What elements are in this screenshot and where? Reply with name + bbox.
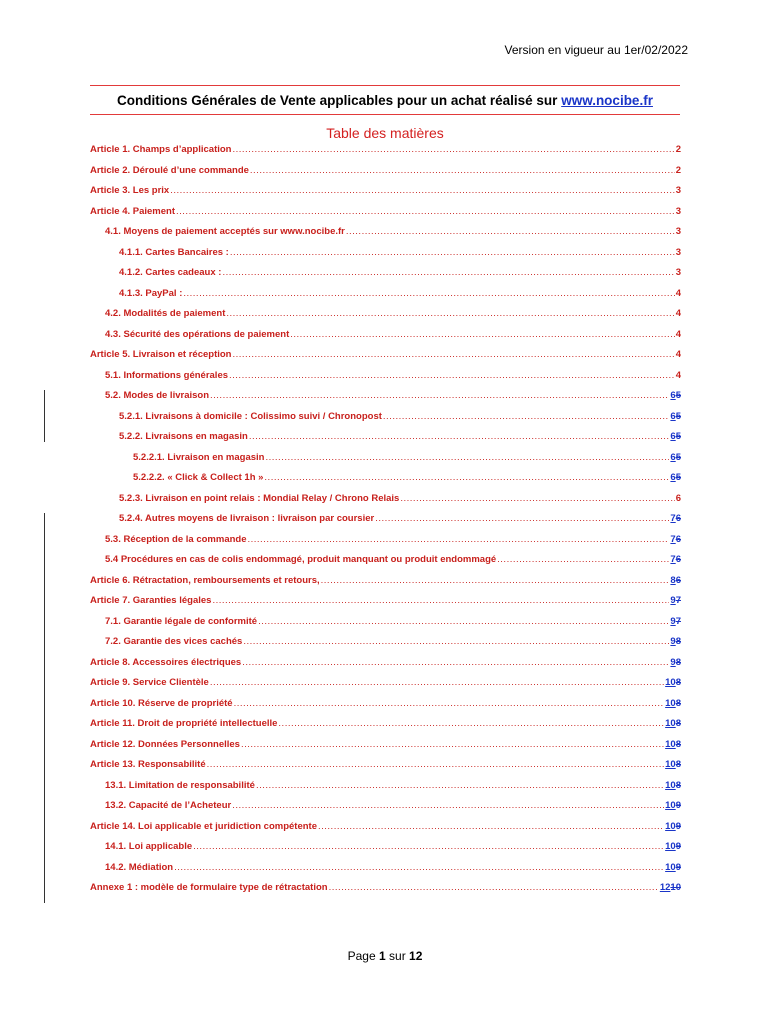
toc-entry[interactable]: [105, 327, 681, 341]
toc-page-number: 3: [675, 185, 681, 196]
toc-page-number: [670, 411, 681, 423]
toc-entry[interactable]: [90, 737, 681, 751]
toc-page-number: [665, 780, 681, 792]
toc-entry-label: 13.1. Limitation de responsabilité: [105, 779, 255, 791]
toc-leader-dots: [212, 595, 669, 607]
toc-leader-dots: [265, 452, 669, 464]
toc-page-old: 6: [675, 554, 681, 565]
toc-page-number: [665, 821, 681, 833]
toc-page-number: [665, 759, 681, 771]
document-title: [117, 93, 653, 108]
toc-leader-dots: [248, 534, 670, 546]
toc-page-old: 9: [675, 841, 681, 852]
toc-entry-label: 7.1. Garantie légale de conformité: [105, 615, 258, 627]
toc-entry-label: Article 9. Service Clientèle: [90, 677, 209, 688]
toc-entry-label: Article 12. Données Personnelles: [90, 738, 240, 750]
toc-page-number: [665, 677, 681, 689]
toc-page-old: 8: [675, 718, 681, 729]
toc-leader-dots: [210, 390, 669, 402]
toc-page-number: [670, 595, 681, 607]
toc-entry[interactable]: [119, 511, 681, 525]
toc-page-new: 7: [670, 533, 676, 545]
toc-page-number: [670, 472, 681, 484]
toc-entry[interactable]: [105, 224, 681, 238]
toc-page-new: 6: [670, 451, 676, 463]
toc-entry[interactable]: [133, 450, 681, 464]
toc-page-number: [665, 698, 681, 710]
toc-entry-label: Article 3. Les prix: [90, 185, 170, 196]
toc-heading: Table des matières: [326, 125, 444, 141]
toc-leader-dots: [210, 677, 664, 689]
toc-entry[interactable]: [119, 409, 681, 423]
toc-leader-dots: [290, 329, 674, 341]
footer-page-word: Page: [347, 949, 376, 963]
change-bar-bottom: [44, 513, 45, 903]
toc-entry[interactable]: [119, 491, 681, 505]
toc-page-old: 8: [675, 677, 681, 688]
toc-entry[interactable]: [90, 880, 681, 894]
toc-entry-label: 5.2.2.2. « Click & Collect 1h »: [133, 472, 264, 483]
toc-page-new: 6: [670, 410, 676, 422]
toc-page-number: 4: [675, 349, 681, 360]
toc-page-number: 4: [675, 369, 681, 381]
toc-page-new: 10: [665, 697, 676, 709]
toc-page-number: [660, 882, 681, 894]
toc-entry-label: Annexe 1 : modèle de formulaire type de rétractation: [90, 882, 328, 893]
toc-leader-dots: [193, 841, 664, 853]
toc-page-old: 8: [675, 656, 681, 668]
toc-entry-label: Article 8. Accessoires électriques: [90, 656, 242, 668]
toc-entry[interactable]: [90, 142, 681, 156]
toc-page-number: [665, 841, 681, 853]
toc-entry[interactable]: [119, 286, 681, 300]
toc-entry[interactable]: [90, 163, 681, 177]
toc-entry[interactable]: [105, 614, 681, 628]
toc-entry-label: Article 2. Déroulé d’une commande: [90, 164, 249, 176]
toc-entry-label: 5.3. Réception de la commande: [105, 533, 247, 545]
toc-page-new: 9: [670, 595, 676, 606]
toc-page-number: 3: [675, 267, 681, 278]
toc-leader-dots: [242, 657, 669, 669]
toc-page-number: 4: [675, 328, 681, 340]
toc-page-old: 5: [675, 451, 681, 463]
toc-page-new: 10: [665, 779, 676, 791]
toc-page-new: 6: [670, 390, 676, 401]
toc-entry-label: 5.2.4. Autres moyens de livraison : livraison par coursier: [119, 513, 375, 524]
toc-leader-dots: [233, 349, 675, 361]
toc-page-old: 10: [670, 882, 681, 893]
toc-entry-label: 5.4 Procédures en cas de colis endommagé, produit manquant ou produit endommagé: [105, 554, 497, 565]
toc-entry[interactable]: [105, 634, 681, 648]
toc-entry[interactable]: [119, 245, 681, 259]
toc-entry-label: 14.1. Loi applicable: [105, 841, 193, 852]
toc-entry[interactable]: [105, 388, 681, 402]
version-date: Version en vigueur au 1er/02/2022: [504, 43, 688, 57]
toc-page-old: 5: [675, 431, 681, 442]
toc-page-old: 9: [675, 800, 681, 811]
toc-page-new: 9: [670, 656, 676, 668]
toc-page-new: 8: [670, 574, 676, 586]
toc-leader-dots: [321, 575, 670, 587]
toc-page-number: [670, 616, 681, 628]
toc-leader-dots: [226, 308, 674, 320]
toc-page-new: 7: [670, 554, 676, 565]
toc-page-number: [665, 718, 681, 730]
toc-page-new: 6: [670, 472, 676, 483]
toc-leader-dots: [230, 247, 675, 259]
toc-leader-dots: [497, 554, 669, 566]
toc-leader-dots: [256, 780, 664, 792]
toc-page-old: 8: [675, 697, 681, 709]
toc-entry-label: Article 13. Responsabilité: [90, 759, 206, 770]
toc-page-number: [665, 800, 681, 812]
toc-entry-label: Article 4. Paiement: [90, 205, 176, 217]
toc-page-old: 5: [675, 410, 681, 422]
toc-entry-label: 4.2. Modalités de paiement: [105, 308, 226, 319]
toc-entry[interactable]: [90, 593, 681, 607]
toc-entry-label: 14.2. Médiation: [105, 861, 174, 873]
toc-page-new: 12: [659, 882, 671, 893]
toc-entry[interactable]: [90, 183, 681, 197]
toc-entry-label: Article 10. Réserve de propriété: [90, 697, 233, 709]
toc-page-number: [670, 431, 681, 443]
toc-entry[interactable]: [105, 860, 681, 874]
toc-entry[interactable]: [90, 204, 681, 218]
toc-page-old: 7: [675, 595, 681, 606]
toc-entry[interactable]: [90, 655, 681, 669]
toc-leader-dots: [250, 165, 675, 177]
toc-entry[interactable]: [105, 798, 681, 812]
toc-entry[interactable]: [105, 532, 681, 546]
toc-page-number: 2: [675, 144, 681, 155]
toc-leader-dots: [375, 513, 669, 525]
toc-entry-label: 4.3. Sécurité des opérations de paiement: [105, 328, 290, 340]
toc-leader-dots: [232, 800, 664, 812]
toc-page-number: 3: [675, 205, 681, 217]
toc-leader-dots: [383, 411, 670, 423]
toc-entry[interactable]: [90, 716, 681, 730]
toc-page-new: 10: [665, 759, 676, 770]
toc-page-new: 10: [665, 861, 676, 873]
toc-page-number: 3: [675, 226, 681, 237]
toc-page-number: [670, 575, 681, 587]
toc-entry[interactable]: [105, 839, 681, 853]
toc-entry-label: 13.2. Capacité de l’Acheteur: [105, 800, 232, 811]
toc-entry[interactable]: [105, 552, 681, 566]
toc-page-new: 7: [670, 513, 676, 524]
toc-page-new: 10: [665, 738, 676, 750]
toc-page-old: 5: [675, 390, 681, 401]
toc-leader-dots: [249, 431, 670, 443]
toc-entry-label: 5.2.2. Livraisons en magasin: [119, 431, 248, 442]
toc-page-number: [670, 657, 681, 669]
toc-entry[interactable]: [90, 696, 681, 710]
toc-page-number: 3: [675, 246, 681, 258]
toc-page-number: [670, 452, 681, 464]
toc-entry-label: Article 6. Rétractation, remboursements et retours,: [90, 574, 320, 586]
footer-of-word: sur: [389, 949, 406, 963]
toc-entry[interactable]: [90, 347, 681, 361]
toc-entry[interactable]: [119, 429, 681, 443]
toc-page-number: 4: [675, 287, 681, 299]
toc-leader-dots: [234, 698, 665, 710]
toc-page-number: 2: [675, 164, 681, 176]
toc-leader-dots: [207, 759, 665, 771]
toc-entry[interactable]: [90, 675, 681, 689]
footer-total-pages: 12: [409, 949, 423, 963]
toc-leader-dots: [329, 882, 659, 894]
toc-page-number: [670, 534, 681, 546]
toc-page-old: 8: [675, 738, 681, 750]
toc-page-new: 10: [665, 800, 676, 811]
toc-entry[interactable]: [133, 470, 681, 484]
page-footer: [0, 949, 770, 963]
toc-entry-label: 5.2.1. Livraisons à domicile : Colissimo suivi / Chronopost: [119, 410, 382, 422]
toc-entry[interactable]: [90, 819, 681, 833]
toc-page-old: 9: [675, 861, 681, 873]
toc-entry-label: Article 11. Droit de propriété intellectuelle: [90, 718, 278, 729]
toc-entry[interactable]: [119, 265, 681, 279]
toc-page-number: [665, 739, 681, 751]
toc-entry-label: Article 1. Champs d’application: [90, 144, 232, 155]
toc-page-new: 10: [665, 677, 676, 688]
toc-leader-dots: [229, 370, 675, 382]
toc-leader-dots: [346, 226, 675, 238]
toc-page-new: 10: [665, 718, 676, 729]
toc-leader-dots: [170, 185, 675, 197]
toc-entry-label: Article 7. Garanties légales: [90, 595, 212, 606]
toc-entry-label: 4.1.2. Cartes cadeaux :: [119, 267, 222, 278]
toc-page-number: [670, 636, 681, 648]
toc-leader-dots: [174, 862, 664, 874]
toc-page-new: 9: [670, 615, 676, 627]
toc-page-old: 5: [675, 472, 681, 483]
toc-entry-label: 4.1.1. Cartes Bancaires :: [119, 246, 229, 258]
toc-entry-label: 5.1. Informations générales: [105, 369, 229, 381]
document-title-box: [90, 85, 680, 115]
toc-entry-label: 5.2.2.1. Livraison en magasin: [133, 451, 265, 463]
toc-entry-label: 5.2.3. Livraison en point relais : Mondial Relay / Chrono Relais: [119, 492, 400, 504]
footer-page-number: 1: [378, 949, 386, 963]
toc-leader-dots: [222, 267, 674, 279]
toc-page-number: [670, 390, 681, 402]
toc-leader-dots: [176, 206, 675, 218]
change-bar-top: [44, 390, 45, 442]
toc-entry[interactable]: [90, 757, 681, 771]
toc-entry[interactable]: [90, 573, 681, 587]
toc-page-new: 6: [670, 431, 676, 442]
toc-leader-dots: [400, 493, 674, 505]
toc-page-new: 9: [670, 636, 676, 647]
toc-leader-dots: [318, 821, 664, 833]
toc-page-old: 8: [675, 759, 681, 770]
toc-page-new: 10: [665, 841, 676, 852]
toc-entry-label: 4.1. Moyens de paiement acceptés sur www.nocibe.fr: [105, 226, 345, 237]
title-text: Conditions Générales de Vente applicables pour un achat réalisé sur: [117, 92, 562, 108]
toc-entry[interactable]: [105, 778, 681, 792]
toc-page-old: 6: [675, 513, 681, 524]
toc-page-old: 6: [675, 574, 681, 586]
toc-entry-label: 4.1.3. PayPal :: [119, 287, 183, 299]
toc-leader-dots: [183, 288, 674, 300]
toc-entry-label: Article 14. Loi applicable et juridiction compétente: [90, 820, 317, 832]
toc-leader-dots: [264, 472, 669, 484]
toc-entry[interactable]: [105, 306, 681, 320]
toc-page-old: 8: [675, 636, 681, 647]
toc-leader-dots: [278, 718, 664, 730]
toc-page-new: 10: [665, 820, 676, 832]
toc-page-number: 4: [675, 308, 681, 319]
toc-page-old: 6: [675, 533, 681, 545]
toc-page-old: 7: [675, 615, 681, 627]
toc-page-number: [665, 862, 681, 874]
toc-leader-dots: [232, 144, 674, 156]
toc-entry-label: 7.2. Garantie des vices cachés: [105, 636, 243, 647]
toc-page-number: [670, 513, 681, 525]
toc-page-number: [670, 554, 681, 566]
toc-leader-dots: [241, 739, 664, 751]
toc-leader-dots: [258, 616, 669, 628]
toc-page-old: 8: [675, 779, 681, 791]
toc-page-old: 9: [675, 820, 681, 832]
toc-entry-label: Article 5. Livraison et réception: [90, 349, 232, 360]
toc-page-number: 6: [675, 492, 681, 504]
toc-entry[interactable]: [105, 368, 681, 382]
toc-entry-label: 5.2. Modes de livraison: [105, 390, 210, 401]
website-link[interactable]: www.nocibe.fr: [561, 92, 653, 108]
toc-leader-dots: [243, 636, 669, 648]
